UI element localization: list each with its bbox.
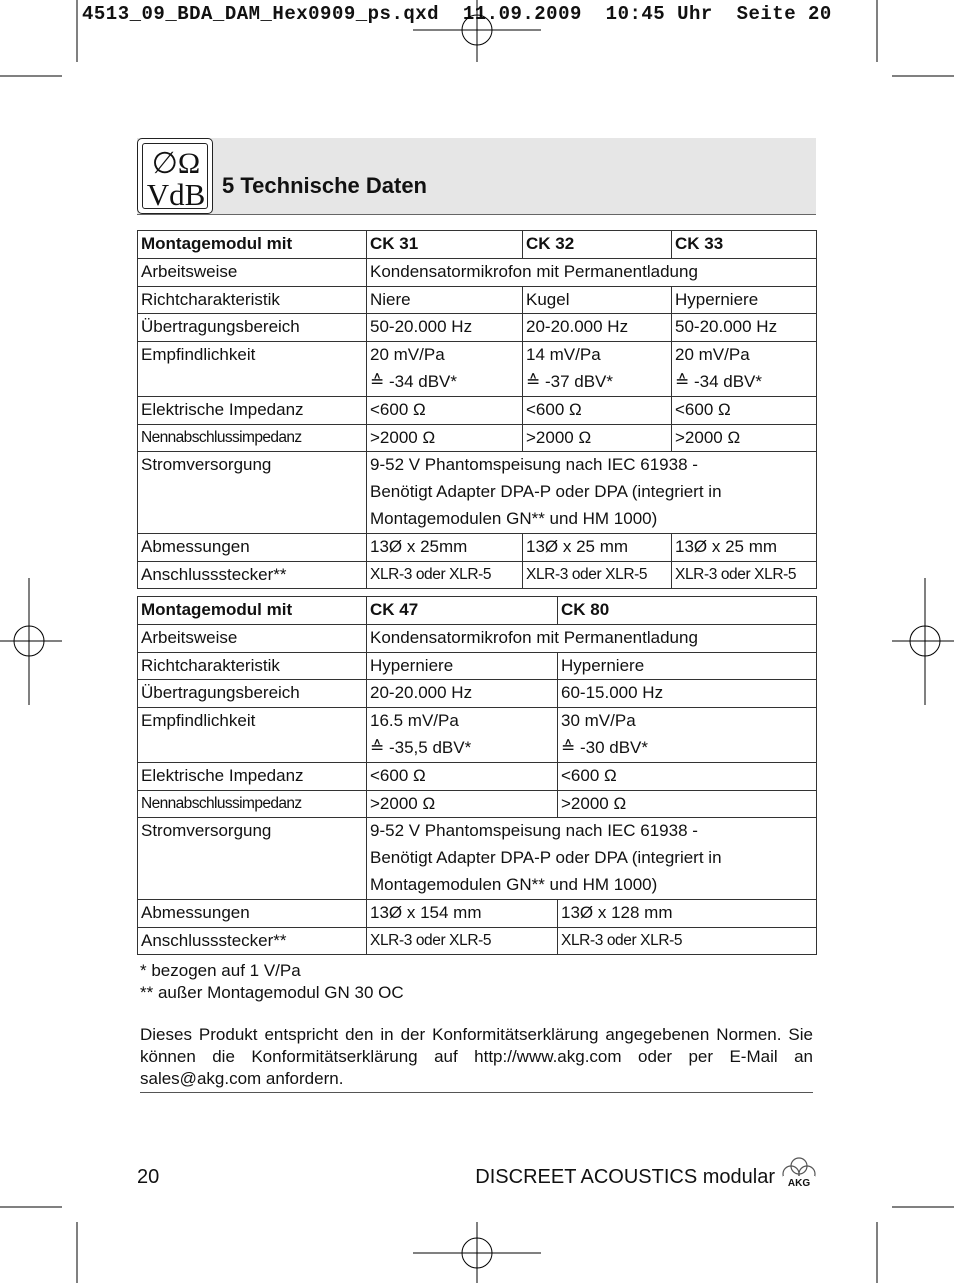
sensitivity-dbv: ≙ -34 dBV* [370, 371, 458, 391]
row-value: 13Ø x 25 mm [523, 533, 672, 561]
registration-mark-left [0, 578, 62, 705]
row-label: Nennabschlussimpedanz [138, 424, 367, 452]
row-label: Elektrische Impedanz [138, 396, 367, 424]
row-label: Stromversorgung [138, 818, 367, 899]
table-row [138, 899, 817, 927]
print-slug: 4513_09_BDA_DAM_Hex0909_ps.qxd 11.09.2009 10:45 Uhr Seite 20 [82, 3, 832, 25]
registration-mark-right [892, 578, 954, 705]
table-row [138, 708, 817, 763]
power-line: Benötigt Adapter DPA-P oder DPA (integriert in [370, 848, 722, 868]
sensitivity-mv: 16.5 mV/Pa [370, 711, 459, 731]
logo-top-text: ∅Ω [151, 147, 201, 180]
row-value: XLR-3 oder XLR-5 [672, 561, 817, 589]
sensitivity-dbv: ≙ -35,5 dBV* [370, 737, 472, 757]
footnotes [140, 960, 404, 1004]
table-row [138, 790, 817, 818]
sensitivity-mv: 20 mV/Pa [675, 345, 750, 365]
row-value: Kugel [523, 286, 672, 314]
power-line: 9-52 V Phantomspeisung nach IEC 61938 - [370, 455, 698, 475]
row-value: 50-20.000 Hz [672, 314, 817, 342]
row-label: Richtcharakteristik [138, 286, 367, 314]
registration-mark-top [413, 0, 541, 62]
table-row [138, 624, 817, 652]
header-cell: Montagemodul mit [138, 231, 367, 259]
table-row [138, 424, 817, 452]
sensitivity-mv: 20 mV/Pa [370, 345, 445, 365]
row-value: Hyperniere [367, 652, 558, 680]
row-label: Nennabschlussimpedanz [138, 790, 367, 818]
table-row [138, 652, 817, 680]
akg-logo-text: AKG [787, 1178, 811, 1189]
sensitivity-mv: 30 mV/Pa [561, 711, 636, 731]
row-value: XLR-3 oder XLR-5 [367, 561, 523, 589]
row-label: Arbeitsweise [138, 258, 367, 286]
table-row [138, 818, 817, 899]
row-label: Arbeitsweise [138, 624, 367, 652]
table-row [138, 452, 817, 533]
row-value: XLR-3 oder XLR-5 [558, 927, 817, 955]
power-line: 9-52 V Phantomspeisung nach IEC 61938 - [370, 821, 698, 841]
row-label: Anschlussstecker** [138, 927, 367, 955]
header-cell: CK 32 [523, 231, 672, 259]
row-label: Abmessungen [138, 899, 367, 927]
table-row [138, 342, 817, 397]
row-value: XLR-3 oder XLR-5 [367, 927, 558, 955]
logo-bottom-text: VdB [146, 177, 206, 212]
registration-mark-bottom [413, 1222, 541, 1283]
row-label: Abmessungen [138, 533, 367, 561]
row-label: Empfindlichkeit [138, 708, 367, 763]
table-row [138, 561, 817, 589]
row-value: >2000 Ω [558, 790, 817, 818]
row-value: 60-15.000 Hz [558, 680, 817, 708]
power-line: Benötigt Adapter DPA-P oder DPA (integriert in [370, 482, 722, 502]
spec-table-ck31-33 [137, 230, 817, 589]
row-value: <600 Ω [523, 396, 672, 424]
sensitivity-mv: 14 mV/Pa [526, 345, 601, 365]
conformity-statement: Dieses Produkt entspricht den in der Konformitätserklärung angegebenen Normen. Sie können die Konformitätserklärung auf http://www.akg.com oder per E-Mail an sales@akg.com anfordern. [140, 1024, 813, 1093]
table-row [138, 286, 817, 314]
power-line: Montagemodulen GN** und HM 1000) [370, 508, 658, 528]
row-label: Übertragungsbereich [138, 314, 367, 342]
row-label: Empfindlichkeit [138, 342, 367, 397]
header-cell: Montagemodul mit [138, 597, 367, 625]
table-row [138, 258, 817, 286]
row-value: 20-20.000 Hz [523, 314, 672, 342]
row-value [367, 452, 817, 533]
header-cell: CK 31 [367, 231, 523, 259]
row-value [523, 342, 672, 397]
row-value: >2000 Ω [367, 424, 523, 452]
row-value [558, 708, 817, 763]
header-cell: CK 80 [558, 597, 817, 625]
row-value: Niere [367, 286, 523, 314]
table-row [138, 927, 817, 955]
table-header-row [138, 231, 817, 259]
header-cell: CK 47 [367, 597, 558, 625]
row-value: 13Ø x 128 mm [558, 899, 817, 927]
row-value [367, 342, 523, 397]
row-value: XLR-3 oder XLR-5 [523, 561, 672, 589]
row-value [367, 818, 817, 899]
row-value: >2000 Ω [523, 424, 672, 452]
row-value: <600 Ω [558, 762, 817, 790]
row-value: Kondensatormikrofon mit Permanentladung [367, 624, 817, 652]
row-value: 13Ø x 25 mm [672, 533, 817, 561]
row-label: Stromversorgung [138, 452, 367, 533]
row-value: 13Ø x 154 mm [367, 899, 558, 927]
row-value: >2000 Ω [367, 790, 558, 818]
footnote: * bezogen auf 1 V/Pa [140, 961, 301, 980]
row-label: Richtcharakteristik [138, 652, 367, 680]
table-row [138, 533, 817, 561]
row-value: <600 Ω [367, 396, 523, 424]
row-value [367, 708, 558, 763]
power-line: Montagemodulen GN** und HM 1000) [370, 874, 658, 894]
row-value: Kondensatormikrofon mit Permanentladung [367, 258, 817, 286]
row-value: 50-20.000 Hz [367, 314, 523, 342]
row-label: Übertragungsbereich [138, 680, 367, 708]
row-value [672, 342, 817, 397]
sensitivity-dbv: ≙ -37 dBV* [526, 371, 614, 391]
akg-logo [780, 1157, 818, 1191]
table-row [138, 396, 817, 424]
header-cell: CK 33 [672, 231, 817, 259]
footer-title: DISCREET ACOUSTICS modular [475, 1166, 775, 1188]
sensitivity-dbv: ≙ -34 dBV* [675, 371, 763, 391]
table-row [138, 314, 817, 342]
spec-table-ck47-80 [137, 596, 817, 955]
row-value: Hyperniere [558, 652, 817, 680]
row-value: 20-20.000 Hz [367, 680, 558, 708]
row-value: >2000 Ω [672, 424, 817, 452]
footnote: ** außer Montagemodul GN 30 OC [140, 983, 404, 1002]
row-value: 13Ø x 25mm [367, 533, 523, 561]
row-label: Anschlussstecker** [138, 561, 367, 589]
table-row [138, 762, 817, 790]
row-label: Elektrische Impedanz [138, 762, 367, 790]
table-header-row [138, 597, 817, 625]
page-number: 20 [137, 1166, 160, 1188]
row-value: <600 Ω [672, 396, 817, 424]
table-row [138, 680, 817, 708]
row-value: <600 Ω [367, 762, 558, 790]
vdb-logo [137, 138, 213, 214]
row-value: Hyperniere [672, 286, 817, 314]
sensitivity-dbv: ≙ -30 dBV* [561, 737, 649, 757]
section-title: 5 Technische Daten [222, 173, 427, 198]
